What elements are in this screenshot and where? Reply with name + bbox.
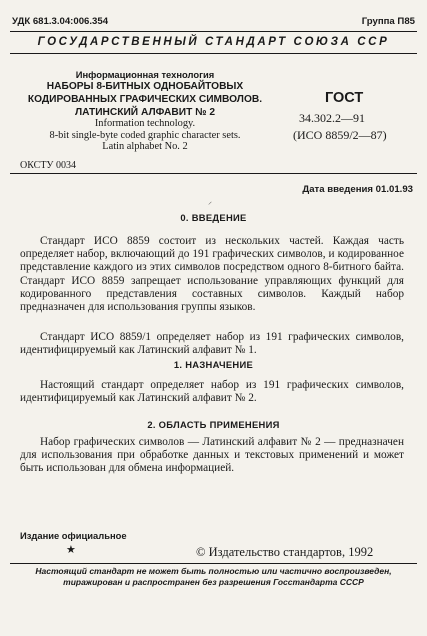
english-title — [14, 118, 276, 153]
star-icon: ★ — [66, 544, 76, 556]
group-code: Группа П85 — [361, 16, 415, 27]
paragraph: Стандарт ИСО 8859/1 определяет набор из 191 графических символов, идентифицируемый как Латинский алфавит № 1. — [20, 331, 404, 357]
reproduction-notice-2: тиражирован и распространен без разрешения Госстандарта СССР — [63, 577, 364, 587]
english-line: Information technology. — [94, 118, 196, 129]
section-heading: 0. ВВЕДЕНИЕ — [180, 212, 247, 223]
gost-number: 34.302.2—91 — [299, 111, 365, 125]
paragraph: Набор графических символов — Латинский алфавит № 2 — предназначен для использования при обработке данных и текстовых применений и может быть использован для обмена информацией. — [20, 436, 404, 475]
official-edition: Издание официальное — [20, 530, 127, 541]
gost-label: ГОСТ — [325, 90, 364, 106]
standard-banner: ГОСУДАРСТВЕННЫЙ СТАНДАРТ СОЮЗА ССР — [37, 36, 390, 48]
copyright-line: © Издательство стандартов, 1992 — [196, 545, 374, 559]
reproduction-notice-1: Настоящий стандарт не может быть полностью или частично воспроизведен, — [35, 566, 392, 576]
paragraph: Стандарт ИСО 8859 состоит из нескольких частей. Каждая часть определяет набор, включающий до 191 графических символов, и кодированное представление каждого из этих символов посредством одного 8-битного байта. Стандарт ИСО 8859 запрещает использование управляющих функций для кодированного представления составных символов. Каждый набор предназначен для использования группы языков. — [20, 235, 404, 314]
title-line: КОДИРОВАННЫХ ГРАФИЧЕСКИХ СИМВОЛОВ. — [27, 93, 263, 105]
okstu-code: ОКСТУ 0034 — [20, 160, 77, 171]
title-line: НАБОРЫ 8-БИТНЫХ ОДНОБАЙТОВЫХ — [46, 81, 244, 92]
iso-number: (ИСО 8859/2—87) — [293, 128, 387, 142]
mid-rule — [10, 173, 417, 174]
section-heading: 2. ОБЛАСТЬ ПРИМЕНЕНИЯ — [147, 419, 280, 430]
standard-title — [20, 81, 270, 119]
udc-code: УДК 681.3.04:006.354 — [12, 16, 109, 27]
decor-mark: ⸝ — [208, 197, 212, 206]
paragraph: Настоящий стандарт определяет набор из 191 графических символов, идентифицируемый как Латинский алфавит № 2. — [20, 379, 404, 405]
top-rule-1 — [10, 31, 417, 32]
title-line: ЛАТИНСКИЙ АЛФАВИТ № 2 — [75, 106, 215, 118]
series-title: Информационная технология — [75, 69, 215, 80]
bottom-rule — [10, 563, 417, 564]
effective-date: Дата введения 01.01.93 — [302, 184, 413, 195]
english-line: Latin alphabet No. 2 — [102, 141, 188, 153]
section-heading: 1. НАЗНАЧЕНИЕ — [173, 359, 254, 370]
english-line: 8-bit single-byte coded graphic character sets. — [49, 129, 241, 141]
top-rule-2 — [10, 53, 417, 54]
